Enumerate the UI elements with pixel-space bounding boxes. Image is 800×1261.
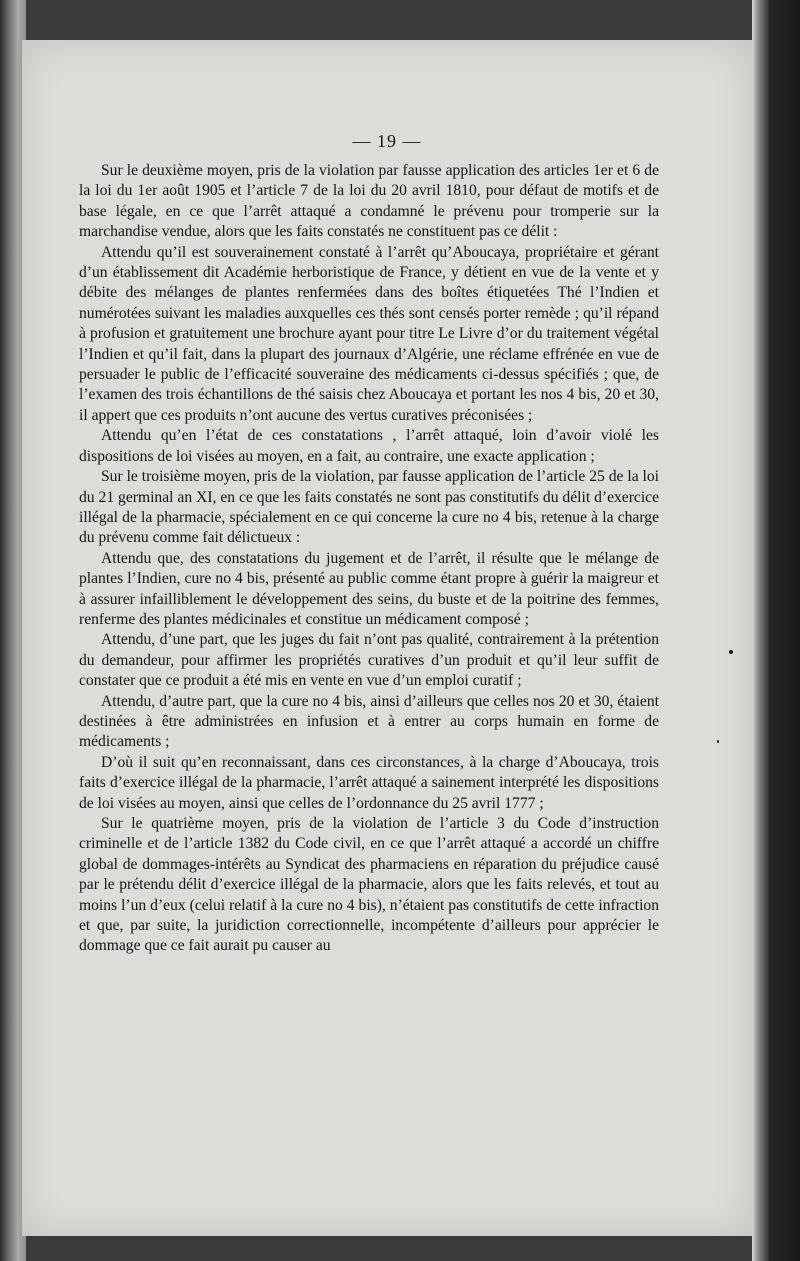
document-page	[22, 40, 752, 1236]
paragraph: Attendu, d’autre part, que la cure no 4 bis, ainsi d’ailleurs que celles nos 20 et 30, étaient destinées à être administrées en infusion et à entrer au corps humain en forme de médicaments ;	[79, 692, 659, 751]
paragraph: Sur le troisième moyen, pris de la violation, par fausse application de l’article 25 de la loi du 21 germinal an XI, en ce que les faits constatés ne sont pas constitutifs du délit d’exercice illégal de la pharmacie, spécialement en ce qui concerne la cure no 4 bis, retenue à la charge du prévenu comme fait délictueux :	[79, 468, 659, 547]
body-text	[79, 161, 659, 957]
paragraph: Sur le deuxième moyen, pris de la violation par fausse application des articles 1er et 6 de la loi du 1er août 1905 et l’article 7 de la loi du 20 avril 1810, pour défaut de motifs et de base légale, en ce que l’arrêt attaqué a condamné le prévenu pour tromperie sur la marchandise vendue, alors que les faits constatés ne constituent pas ce délit :	[79, 162, 659, 241]
speck	[717, 740, 719, 743]
paragraph: Attendu, d’une part, que les juges du fait n’ont pas qualité, contrairement à la prétention du demandeur, pour affirmer les propriétés curatives d’un produit et qu’il leur suffit de constater que ce produit a été mis en vente en vue d’un emploi curatif ;	[79, 631, 659, 690]
scan-right-edge	[752, 0, 800, 1261]
speck	[729, 650, 733, 654]
paragraph: Attendu qu’il est souverainement constaté à l’arrêt qu’Aboucaya, propriétaire et gérant d’un établissement dit Académie herboristique de France, y détient en vue de la vente et y débite des mélanges de plantes renfermées dans des boîtes étiquetées Thé l’Indien et numérotées suivant les maladies auxquelles ces thés sont censés porter remède ; qu’il répand à profusion et gratuitement une brochure ayant pour titre Le Livre d’or du traitement végétal l’Indien et qu’il fait, dans la plupart des journaux d’Algérie, une réclame effrénée en vue de persuader le public de l’efficacité souveraine des médicaments ci-dessus spécifiés ; que, de l’examen des trois échantillons de thé saisis chez Aboucaya et portant les nos 4 bis, 20 et 30, il appert que ces produits n’ont aucune des vertus curatives préconisées ;	[79, 243, 659, 424]
page-number: — 19 —	[352, 131, 422, 151]
paragraph: Attendu que, des constatations du jugement et de l’arrêt, il résulte que le mélange de plantes l’Indien, cure no 4 bis, présenté au public comme étant propre à guérir la maigreur et à assurer infailliblement le développement des seins, du buste et de la poitrine des femmes, renferme des plantes médicinales et constitue un médicament composé ;	[79, 549, 659, 628]
paragraph: Sur le quatrième moyen, pris de la violation de l’article 3 du Code d’instruction criminelle et de l’article 1382 du Code civil, en ce que l’arrêt attaqué a accordé un chiffre global de dommages-intérêts au Syndicat des pharmaciens en réparation du préjudice causé par le prétendu délit d’exercice illégal de la pharmacie, alors que les faits relevés, et tout au moins l’un d’eux (celui relatif à la cure no 4 bis), n’étaient pas constitutifs de cette infraction et que, par suite, la juridiction correctionnelle, incompétente d’ailleurs pour apprécier le dommage que ce fait aurait pu causer au	[79, 815, 659, 955]
paragraph: Attendu qu’en l’état de ces constatations , l’arrêt attaqué, loin d’avoir violé les dispositions de loi visées au moyen, en a fait, au contraire, une exacte application ;	[79, 427, 659, 465]
paragraph: D’où il suit qu’en reconnaissant, dans ces circonstances, à la charge d’Aboucaya, trois faits d’exercice illégal de la pharmacie, l’arrêt attaqué a sainement interprété les dispositions de loi visées au moyen, ainsi que celles de l’ordonnance du 25 avril 1777 ;	[79, 753, 659, 812]
